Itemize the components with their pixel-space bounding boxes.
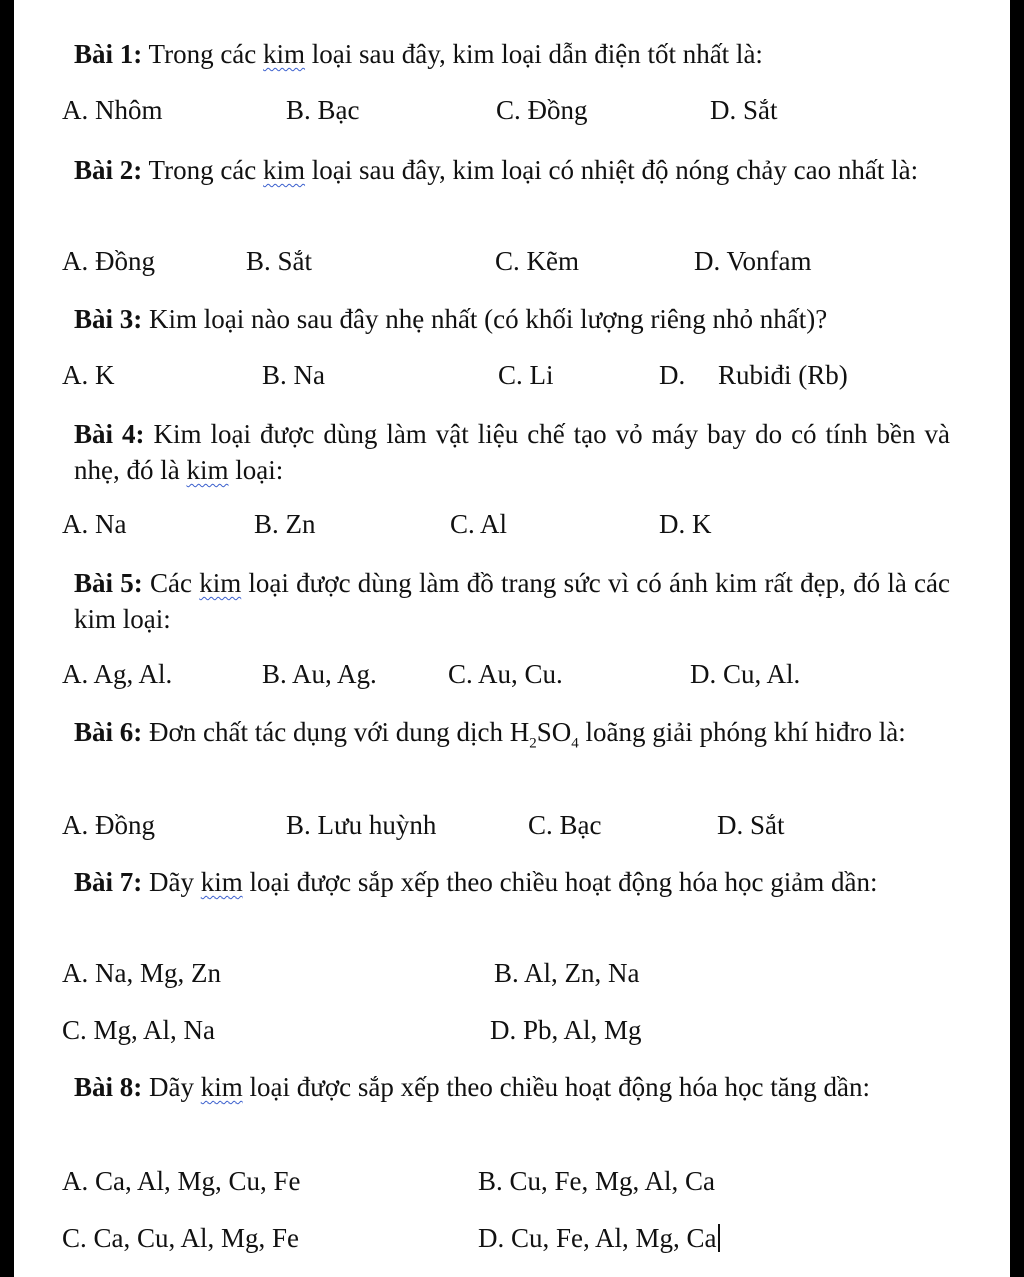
question-text: Dãy: [142, 867, 201, 897]
option-d: D. Vonfam: [694, 246, 812, 276]
question-text: Kim loại nào sau đây nhẹ nhất (có khối lượng riêng nhỏ nhất)?: [142, 304, 828, 334]
question-label: Bài 7:: [74, 867, 143, 897]
question-text: Dãy: [142, 1072, 201, 1102]
options-row-6: [14, 807, 1010, 843]
question-text: Trong các: [142, 155, 264, 185]
option-c: C. Al: [450, 509, 508, 539]
question-text: loại sau đây, kim loại có nhiệt độ nóng chảy cao nhất là:: [305, 155, 919, 185]
option-b: B. Zn: [254, 509, 316, 539]
option-c: C. Bạc: [528, 810, 602, 840]
question-label: Bài 3:: [74, 304, 143, 334]
options-row-8a: [14, 1163, 1010, 1199]
option-d: D.: [659, 360, 686, 390]
options-row-3: [14, 357, 1010, 393]
option-b: B. Al, Zn, Na: [494, 958, 640, 988]
spelling-marked-word: kim: [263, 39, 306, 69]
option-a: A. Na: [62, 509, 127, 539]
spelling-marked-word: kim: [263, 155, 306, 185]
options-row-2: [14, 243, 1010, 279]
option-a: A. Nhôm: [62, 95, 163, 125]
document-page: [14, 0, 1010, 1277]
question-text: loại sau đây, kim loại dẫn điện tốt nhất là:: [305, 39, 763, 69]
options-row-1: [14, 92, 1010, 128]
question-text: Các: [142, 568, 200, 598]
question-label: Bài 1:: [74, 39, 143, 69]
question-7: [74, 864, 950, 900]
question-text: Đơn chất tác dụng với dung dịch H: [142, 717, 530, 747]
option-c: C. Ca, Cu, Al, Mg, Fe: [62, 1223, 300, 1253]
option-d: D. Sắt: [717, 810, 785, 840]
option-d: D. Cu, Fe, Al, Mg, Ca: [478, 1223, 717, 1253]
options-row-8b: [14, 1220, 1010, 1256]
option-a: A. Đồng: [62, 246, 155, 276]
option-d: D. Pb, Al, Mg: [490, 1015, 642, 1045]
option-a: A. Ag, Al.: [62, 659, 173, 689]
spelling-marked-word: kim: [200, 867, 243, 897]
spelling-marked-word: kim: [200, 1072, 243, 1102]
option-d: D. Cu, Al.: [690, 659, 801, 689]
subscript: 2: [529, 735, 537, 752]
question-text: Trong các: [142, 39, 264, 69]
option-a: A. Ca, Al, Mg, Cu, Fe: [62, 1166, 301, 1196]
option-b: B. Na: [262, 360, 325, 390]
question-text: Kim loại được dùng làm vật liệu chế tạo vỏ máy bay do có tính bền và nhẹ, đó là: [74, 419, 950, 485]
options-row-5: [14, 656, 1010, 692]
subscript: 4: [571, 735, 579, 752]
question-8: [74, 1069, 950, 1105]
question-label: Bài 5:: [74, 568, 143, 598]
option-c: C. Kẽm: [495, 246, 579, 276]
question-1: [74, 36, 950, 72]
question-2: [74, 152, 950, 188]
question-label: Bài 6:: [74, 717, 143, 747]
question-text: loãng giải phóng khí hiđro là:: [578, 717, 906, 747]
spelling-marked-word: kim: [199, 568, 242, 598]
option-d-text: Rubiđi (Rb): [718, 360, 848, 390]
question-text: loại được dùng làm đồ trang sức vì có ánh kim rất đẹp, đó là các kim loại:: [74, 568, 950, 634]
question-label: Bài 4:: [74, 419, 145, 449]
option-d-wrap[interactable]: [478, 1220, 720, 1256]
question-label: Bài 2:: [74, 155, 143, 185]
question-text: loại:: [228, 455, 284, 485]
option-d: D. Sắt: [710, 95, 778, 125]
option-c: C. Li: [498, 360, 554, 390]
option-b: B. Au, Ag.: [262, 659, 377, 689]
question-6: [74, 714, 950, 750]
option-c: C. Đồng: [496, 95, 588, 125]
question-text: loại được sắp xếp theo chiều hoạt động hóa học tăng dần:: [242, 1072, 871, 1102]
option-a: A. K: [62, 360, 115, 390]
option-b: B. Cu, Fe, Mg, Al, Ca: [478, 1166, 716, 1196]
question-5: [74, 565, 950, 637]
spelling-marked-word: kim: [186, 455, 229, 485]
question-3: [74, 301, 950, 337]
option-d: D. K: [659, 509, 712, 539]
option-a: A. Đồng: [62, 810, 155, 840]
option-c: C. Mg, Al, Na: [62, 1015, 216, 1045]
option-b: B. Sắt: [246, 246, 313, 276]
question-4: [74, 416, 950, 488]
options-row-4: [14, 506, 1010, 542]
question-label: Bài 8:: [74, 1072, 143, 1102]
text-cursor: [718, 1224, 720, 1252]
options-row-7a: [14, 955, 1010, 991]
option-b: B. Bạc: [286, 95, 360, 125]
option-c: C. Au, Cu.: [448, 659, 563, 689]
options-row-7b: [14, 1012, 1010, 1048]
option-a: A. Na, Mg, Zn: [62, 958, 221, 988]
option-b: B. Lưu huỳnh: [286, 810, 437, 840]
question-text: loại được sắp xếp theo chiều hoạt động hóa học giảm dần:: [242, 867, 878, 897]
question-text: SO: [536, 717, 572, 747]
